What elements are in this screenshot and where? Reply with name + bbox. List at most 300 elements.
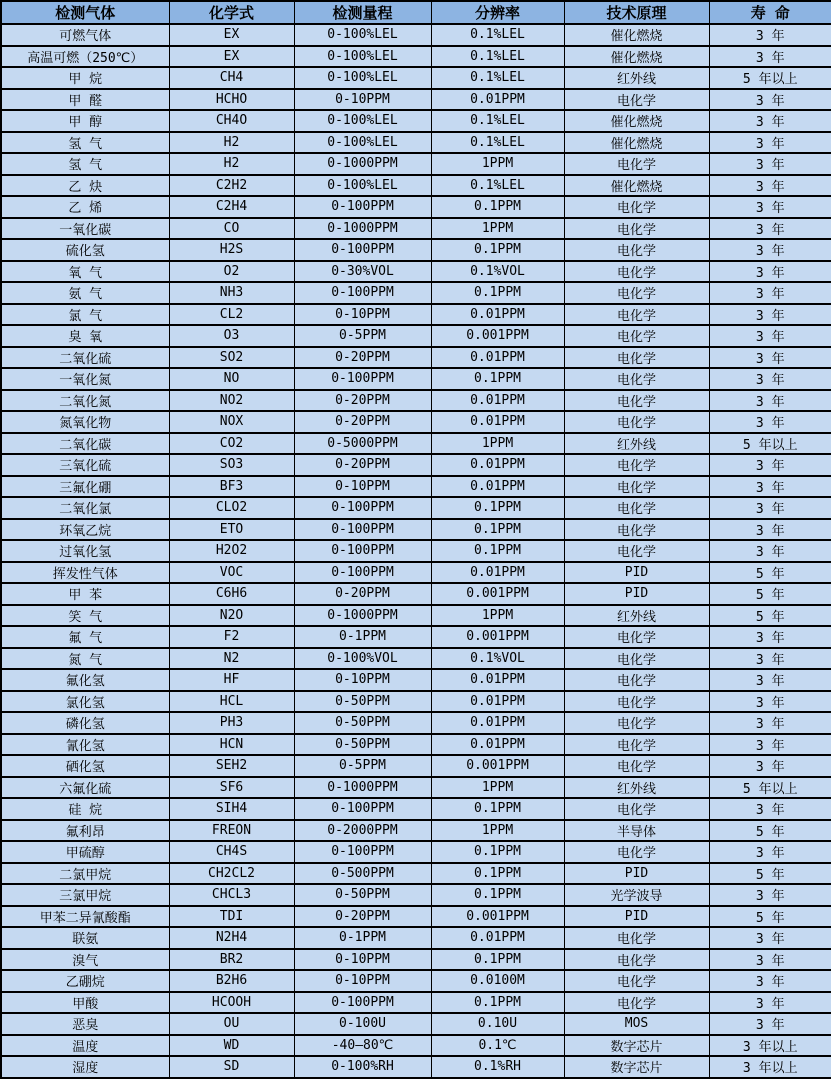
- cell-chemical-formula: CH4S: [169, 841, 294, 863]
- cell-resolution: 0.1PPM: [431, 841, 564, 863]
- cell-detection-range: 0-100%LEL: [294, 175, 431, 197]
- col-header-formula: 化学式: [169, 1, 294, 24]
- cell-chemical-formula: O3: [169, 325, 294, 347]
- table-row: [1, 605, 831, 627]
- cell-chemical-formula: CH4: [169, 67, 294, 89]
- cell-tech-principle: PID: [564, 562, 709, 584]
- cell-chemical-formula: BR2: [169, 949, 294, 971]
- cell-resolution: 0.1PPM: [431, 540, 564, 562]
- cell-lifespan: 3 年: [709, 325, 831, 347]
- cell-detection-range: 0-100PPM: [294, 992, 431, 1014]
- col-header-resolution: 分辨率: [431, 1, 564, 24]
- cell-tech-principle: 电化学: [564, 712, 709, 734]
- cell-lifespan: 3 年: [709, 992, 831, 1014]
- cell-gas-name: 可燃气体: [1, 24, 169, 46]
- cell-resolution: 0.1PPM: [431, 992, 564, 1014]
- cell-detection-range: 0-100%LEL: [294, 67, 431, 89]
- cell-lifespan: 3 年: [709, 884, 831, 906]
- cell-resolution: 0.1%LEL: [431, 175, 564, 197]
- cell-tech-principle: 电化学: [564, 476, 709, 498]
- cell-resolution: 0.1%LEL: [431, 67, 564, 89]
- cell-tech-principle: 红外线: [564, 777, 709, 799]
- cell-chemical-formula: C2H4: [169, 196, 294, 218]
- col-header-lifespan: 寿 命: [709, 1, 831, 24]
- cell-detection-range: 0-50PPM: [294, 734, 431, 756]
- cell-tech-principle: 半导体: [564, 820, 709, 842]
- table-row: [1, 734, 831, 756]
- cell-gas-name: 六氟化硫: [1, 777, 169, 799]
- cell-chemical-formula: SD: [169, 1056, 294, 1078]
- cell-gas-name: 甲 烷: [1, 67, 169, 89]
- table-row: [1, 110, 831, 132]
- cell-lifespan: 3 年: [709, 949, 831, 971]
- cell-gas-name: 恶臭: [1, 1013, 169, 1035]
- cell-lifespan: 5 年: [709, 906, 831, 928]
- cell-gas-name: 挥发性气体: [1, 562, 169, 584]
- cell-resolution: 0.1%LEL: [431, 46, 564, 68]
- cell-gas-name: 氯化氢: [1, 691, 169, 713]
- cell-chemical-formula: NH3: [169, 282, 294, 304]
- cell-detection-range: 0-20PPM: [294, 347, 431, 369]
- cell-gas-name: 乙硼烷: [1, 970, 169, 992]
- cell-detection-range: 0-30%VOL: [294, 261, 431, 283]
- cell-gas-name: 硫化氢: [1, 239, 169, 261]
- cell-detection-range: -40—80℃: [294, 1035, 431, 1057]
- cell-lifespan: 5 年以上: [709, 433, 831, 455]
- cell-tech-principle: 电化学: [564, 239, 709, 261]
- cell-tech-principle: 电化学: [564, 798, 709, 820]
- table-row: [1, 798, 831, 820]
- cell-chemical-formula: N2O: [169, 605, 294, 627]
- cell-gas-name: 溴气: [1, 949, 169, 971]
- cell-detection-range: 0-100PPM: [294, 282, 431, 304]
- cell-resolution: 0.1PPM: [431, 884, 564, 906]
- cell-detection-range: 0-5PPM: [294, 325, 431, 347]
- cell-resolution: 0.01PPM: [431, 304, 564, 326]
- cell-resolution: 0.1PPM: [431, 282, 564, 304]
- table-row: [1, 1013, 831, 1035]
- cell-lifespan: 3 年: [709, 196, 831, 218]
- table-row: [1, 540, 831, 562]
- cell-lifespan: 3 年以上: [709, 1056, 831, 1078]
- cell-chemical-formula: H2: [169, 132, 294, 154]
- cell-resolution: 0.1PPM: [431, 196, 564, 218]
- cell-resolution: 0.01PPM: [431, 562, 564, 584]
- cell-chemical-formula: C6H6: [169, 583, 294, 605]
- cell-tech-principle: 电化学: [564, 454, 709, 476]
- cell-chemical-formula: O2: [169, 261, 294, 283]
- cell-gas-name: 甲硫醇: [1, 841, 169, 863]
- cell-detection-range: 0-50PPM: [294, 884, 431, 906]
- cell-lifespan: 3 年: [709, 519, 831, 541]
- cell-chemical-formula: CL2: [169, 304, 294, 326]
- table-row: [1, 691, 831, 713]
- cell-lifespan: 3 年: [709, 648, 831, 670]
- cell-resolution: 1PPM: [431, 820, 564, 842]
- cell-chemical-formula: N2: [169, 648, 294, 670]
- cell-resolution: 1PPM: [431, 605, 564, 627]
- cell-lifespan: 3 年: [709, 24, 831, 46]
- cell-detection-range: 0-100%LEL: [294, 46, 431, 68]
- cell-gas-name: 乙 炔: [1, 175, 169, 197]
- cell-resolution: 1PPM: [431, 153, 564, 175]
- table-row: [1, 927, 831, 949]
- cell-lifespan: 3 年: [709, 626, 831, 648]
- cell-gas-name: 二氧化氯: [1, 497, 169, 519]
- cell-tech-principle: 电化学: [564, 196, 709, 218]
- cell-chemical-formula: CO2: [169, 433, 294, 455]
- cell-lifespan: 3 年: [709, 927, 831, 949]
- table-row: [1, 196, 831, 218]
- table-row: [1, 261, 831, 283]
- cell-detection-range: 0-50PPM: [294, 691, 431, 713]
- cell-tech-principle: 催化燃烧: [564, 110, 709, 132]
- cell-gas-name: 三氯甲烷: [1, 884, 169, 906]
- cell-chemical-formula: FREON: [169, 820, 294, 842]
- cell-chemical-formula: OU: [169, 1013, 294, 1035]
- table-row: [1, 239, 831, 261]
- table-row: [1, 433, 831, 455]
- cell-resolution: 0.001PPM: [431, 755, 564, 777]
- cell-detection-range: 0-10PPM: [294, 476, 431, 498]
- cell-gas-name: 一氧化碳: [1, 218, 169, 240]
- cell-chemical-formula: TDI: [169, 906, 294, 928]
- cell-resolution: 1PPM: [431, 218, 564, 240]
- cell-lifespan: 3 年: [709, 454, 831, 476]
- cell-gas-name: 氢 气: [1, 153, 169, 175]
- cell-tech-principle: 电化学: [564, 347, 709, 369]
- cell-tech-principle: 电化学: [564, 626, 709, 648]
- cell-chemical-formula: CLO2: [169, 497, 294, 519]
- cell-detection-range: 0-1000PPM: [294, 153, 431, 175]
- cell-detection-range: 0-20PPM: [294, 454, 431, 476]
- cell-tech-principle: 电化学: [564, 970, 709, 992]
- cell-tech-principle: 数字芯片: [564, 1035, 709, 1057]
- table-row: [1, 1035, 831, 1057]
- cell-resolution: 0.1%LEL: [431, 24, 564, 46]
- cell-lifespan: 3 年: [709, 347, 831, 369]
- table-row: [1, 648, 831, 670]
- table-row: [1, 67, 831, 89]
- cell-chemical-formula: CH2CL2: [169, 863, 294, 885]
- cell-detection-range: 0-10PPM: [294, 949, 431, 971]
- cell-gas-name: 氮氧化物: [1, 411, 169, 433]
- cell-gas-name: 温度: [1, 1035, 169, 1057]
- cell-chemical-formula: VOC: [169, 562, 294, 584]
- table-row: [1, 970, 831, 992]
- cell-chemical-formula: SO2: [169, 347, 294, 369]
- cell-resolution: 0.001PPM: [431, 325, 564, 347]
- table-row: [1, 820, 831, 842]
- cell-lifespan: 5 年: [709, 583, 831, 605]
- cell-resolution: 0.1PPM: [431, 949, 564, 971]
- table-row: [1, 519, 831, 541]
- cell-resolution: 0.01PPM: [431, 669, 564, 691]
- cell-gas-name: 过氧化氢: [1, 540, 169, 562]
- cell-detection-range: 0-1PPM: [294, 626, 431, 648]
- cell-resolution: 0.01PPM: [431, 390, 564, 412]
- cell-detection-range: 0-100PPM: [294, 239, 431, 261]
- cell-gas-name: 高温可燃（250℃）: [1, 46, 169, 68]
- table-row: [1, 454, 831, 476]
- cell-detection-range: 0-20PPM: [294, 390, 431, 412]
- cell-lifespan: 3 年: [709, 411, 831, 433]
- cell-chemical-formula: SEH2: [169, 755, 294, 777]
- cell-tech-principle: 电化学: [564, 282, 709, 304]
- cell-chemical-formula: NOX: [169, 411, 294, 433]
- cell-resolution: 0.1PPM: [431, 368, 564, 390]
- cell-lifespan: 3 年: [709, 712, 831, 734]
- table-row: [1, 132, 831, 154]
- cell-tech-principle: 电化学: [564, 261, 709, 283]
- cell-resolution: 0.001PPM: [431, 583, 564, 605]
- cell-chemical-formula: SF6: [169, 777, 294, 799]
- cell-chemical-formula: ETO: [169, 519, 294, 541]
- cell-tech-principle: 电化学: [564, 411, 709, 433]
- cell-resolution: 0.01PPM: [431, 454, 564, 476]
- cell-gas-name: 二氧化氮: [1, 390, 169, 412]
- cell-resolution: 0.1%VOL: [431, 648, 564, 670]
- cell-chemical-formula: WD: [169, 1035, 294, 1057]
- cell-tech-principle: 光学波导: [564, 884, 709, 906]
- table-row: [1, 89, 831, 111]
- cell-tech-principle: 电化学: [564, 755, 709, 777]
- cell-chemical-formula: F2: [169, 626, 294, 648]
- cell-gas-name: 氟化氢: [1, 669, 169, 691]
- table-row: [1, 153, 831, 175]
- cell-gas-name: 硅 烷: [1, 798, 169, 820]
- cell-lifespan: 3 年: [709, 132, 831, 154]
- cell-tech-principle: 电化学: [564, 841, 709, 863]
- col-header-range: 检测量程: [294, 1, 431, 24]
- cell-chemical-formula: CO: [169, 218, 294, 240]
- table-row: [1, 24, 831, 46]
- cell-lifespan: 5 年: [709, 820, 831, 842]
- cell-resolution: 0.01PPM: [431, 712, 564, 734]
- cell-resolution: 0.1℃: [431, 1035, 564, 1057]
- table-row: [1, 1056, 831, 1078]
- cell-chemical-formula: CHCL3: [169, 884, 294, 906]
- table-row: [1, 583, 831, 605]
- cell-gas-name: 一氧化氮: [1, 368, 169, 390]
- cell-lifespan: 3 年: [709, 110, 831, 132]
- cell-chemical-formula: NO2: [169, 390, 294, 412]
- cell-tech-principle: 红外线: [564, 67, 709, 89]
- cell-lifespan: 3 年: [709, 239, 831, 261]
- table-row: [1, 368, 831, 390]
- cell-tech-principle: 电化学: [564, 304, 709, 326]
- cell-detection-range: 0-100PPM: [294, 196, 431, 218]
- table-row: [1, 712, 831, 734]
- cell-resolution: 0.10U: [431, 1013, 564, 1035]
- cell-tech-principle: PID: [564, 583, 709, 605]
- cell-lifespan: 5 年: [709, 562, 831, 584]
- cell-detection-range: 0-100U: [294, 1013, 431, 1035]
- cell-resolution: 0.1%LEL: [431, 132, 564, 154]
- col-header-principle: 技术原理: [564, 1, 709, 24]
- cell-detection-range: 0-10PPM: [294, 89, 431, 111]
- cell-gas-name: 硒化氢: [1, 755, 169, 777]
- cell-lifespan: 3 年: [709, 153, 831, 175]
- table-row: [1, 390, 831, 412]
- cell-resolution: 0.1PPM: [431, 798, 564, 820]
- cell-tech-principle: 电化学: [564, 992, 709, 1014]
- cell-gas-name: 二氧化硫: [1, 347, 169, 369]
- cell-lifespan: 3 年: [709, 390, 831, 412]
- cell-resolution: 0.01PPM: [431, 691, 564, 713]
- cell-resolution: 0.001PPM: [431, 906, 564, 928]
- cell-resolution: 0.1PPM: [431, 239, 564, 261]
- cell-lifespan: 3 年: [709, 304, 831, 326]
- cell-tech-principle: 电化学: [564, 927, 709, 949]
- cell-lifespan: 3 年: [709, 261, 831, 283]
- table-row: [1, 992, 831, 1014]
- table-row: [1, 777, 831, 799]
- cell-gas-name: 氟 气: [1, 626, 169, 648]
- cell-detection-range: 0-100%RH: [294, 1056, 431, 1078]
- table-row: [1, 347, 831, 369]
- cell-tech-principle: 催化燃烧: [564, 46, 709, 68]
- cell-chemical-formula: H2O2: [169, 540, 294, 562]
- cell-resolution: 0.1%RH: [431, 1056, 564, 1078]
- cell-detection-range: 0-50PPM: [294, 712, 431, 734]
- table-row: [1, 411, 831, 433]
- cell-lifespan: 5 年以上: [709, 67, 831, 89]
- cell-resolution: 0.001PPM: [431, 626, 564, 648]
- header-row: [1, 1, 831, 24]
- cell-resolution: 0.1PPM: [431, 519, 564, 541]
- cell-detection-range: 0-100PPM: [294, 540, 431, 562]
- cell-lifespan: 3 年: [709, 669, 831, 691]
- cell-tech-principle: 电化学: [564, 390, 709, 412]
- table-row: [1, 626, 831, 648]
- table-row: [1, 841, 831, 863]
- cell-lifespan: 3 年: [709, 218, 831, 240]
- cell-resolution: 0.1%VOL: [431, 261, 564, 283]
- table-row: [1, 46, 831, 68]
- table-row: [1, 884, 831, 906]
- cell-gas-name: 环氧乙烷: [1, 519, 169, 541]
- table-row: [1, 755, 831, 777]
- table-row: [1, 304, 831, 326]
- cell-gas-name: 甲苯二异氰酸酯: [1, 906, 169, 928]
- cell-chemical-formula: HF: [169, 669, 294, 691]
- cell-tech-principle: 电化学: [564, 89, 709, 111]
- cell-detection-range: 0-100%LEL: [294, 24, 431, 46]
- cell-detection-range: 0-100%LEL: [294, 110, 431, 132]
- cell-detection-range: 0-100PPM: [294, 562, 431, 584]
- cell-gas-name: 氮 气: [1, 648, 169, 670]
- cell-gas-name: 乙 烯: [1, 196, 169, 218]
- cell-tech-principle: 电化学: [564, 368, 709, 390]
- table-row: [1, 863, 831, 885]
- cell-chemical-formula: PH3: [169, 712, 294, 734]
- cell-tech-principle: 催化燃烧: [564, 24, 709, 46]
- cell-chemical-formula: HCHO: [169, 89, 294, 111]
- cell-detection-range: 0-500PPM: [294, 863, 431, 885]
- cell-chemical-formula: SO3: [169, 454, 294, 476]
- table-row: [1, 325, 831, 347]
- cell-tech-principle: MOS: [564, 1013, 709, 1035]
- cell-chemical-formula: H2S: [169, 239, 294, 261]
- cell-detection-range: 0-100PPM: [294, 841, 431, 863]
- cell-chemical-formula: EX: [169, 24, 294, 46]
- cell-detection-range: 0-100%LEL: [294, 132, 431, 154]
- cell-gas-name: 甲 苯: [1, 583, 169, 605]
- cell-tech-principle: 电化学: [564, 691, 709, 713]
- cell-lifespan: 3 年: [709, 282, 831, 304]
- cell-gas-name: 氯 气: [1, 304, 169, 326]
- col-header-gas: 检测气体: [1, 1, 169, 24]
- cell-resolution: 0.01PPM: [431, 411, 564, 433]
- cell-gas-name: 甲酸: [1, 992, 169, 1014]
- cell-lifespan: 5 年: [709, 605, 831, 627]
- table-row: [1, 497, 831, 519]
- cell-gas-name: 氧 气: [1, 261, 169, 283]
- cell-tech-principle: 电化学: [564, 519, 709, 541]
- table-row: [1, 906, 831, 928]
- cell-lifespan: 3 年: [709, 175, 831, 197]
- cell-detection-range: 0-100PPM: [294, 519, 431, 541]
- cell-chemical-formula: H2: [169, 153, 294, 175]
- table-row: [1, 476, 831, 498]
- cell-lifespan: 3 年: [709, 970, 831, 992]
- cell-tech-principle: 电化学: [564, 734, 709, 756]
- cell-resolution: 0.01PPM: [431, 476, 564, 498]
- cell-detection-range: 0-10PPM: [294, 970, 431, 992]
- cell-chemical-formula: EX: [169, 46, 294, 68]
- cell-detection-range: 0-1000PPM: [294, 605, 431, 627]
- cell-tech-principle: 电化学: [564, 218, 709, 240]
- cell-gas-name: 三氧化硫: [1, 454, 169, 476]
- table-row: [1, 282, 831, 304]
- cell-tech-principle: 电化学: [564, 153, 709, 175]
- cell-detection-range: 0-1000PPM: [294, 777, 431, 799]
- cell-chemical-formula: C2H2: [169, 175, 294, 197]
- cell-lifespan: 3 年: [709, 841, 831, 863]
- cell-detection-range: 0-2000PPM: [294, 820, 431, 842]
- cell-lifespan: 5 年: [709, 863, 831, 885]
- cell-lifespan: 3 年: [709, 691, 831, 713]
- cell-detection-range: 0-100PPM: [294, 798, 431, 820]
- cell-tech-principle: 电化学: [564, 949, 709, 971]
- cell-resolution: 0.1PPM: [431, 863, 564, 885]
- cell-detection-range: 0-100%VOL: [294, 648, 431, 670]
- cell-gas-name: 甲 醛: [1, 89, 169, 111]
- cell-detection-range: 0-20PPM: [294, 411, 431, 433]
- cell-chemical-formula: BF3: [169, 476, 294, 498]
- cell-detection-range: 0-5000PPM: [294, 433, 431, 455]
- cell-chemical-formula: N2H4: [169, 927, 294, 949]
- cell-tech-principle: 电化学: [564, 497, 709, 519]
- cell-chemical-formula: SIH4: [169, 798, 294, 820]
- cell-lifespan: 3 年: [709, 497, 831, 519]
- cell-tech-principle: 电化学: [564, 648, 709, 670]
- cell-lifespan: 3 年: [709, 476, 831, 498]
- cell-chemical-formula: HCN: [169, 734, 294, 756]
- cell-chemical-formula: B2H6: [169, 970, 294, 992]
- cell-lifespan: 3 年: [709, 755, 831, 777]
- cell-gas-name: 联氨: [1, 927, 169, 949]
- cell-gas-name: 二氯甲烷: [1, 863, 169, 885]
- cell-chemical-formula: NO: [169, 368, 294, 390]
- cell-tech-principle: 电化学: [564, 669, 709, 691]
- cell-detection-range: 0-10PPM: [294, 669, 431, 691]
- cell-detection-range: 0-5PPM: [294, 755, 431, 777]
- cell-gas-name: 三氟化硼: [1, 476, 169, 498]
- cell-lifespan: 3 年以上: [709, 1035, 831, 1057]
- cell-detection-range: 0-10PPM: [294, 304, 431, 326]
